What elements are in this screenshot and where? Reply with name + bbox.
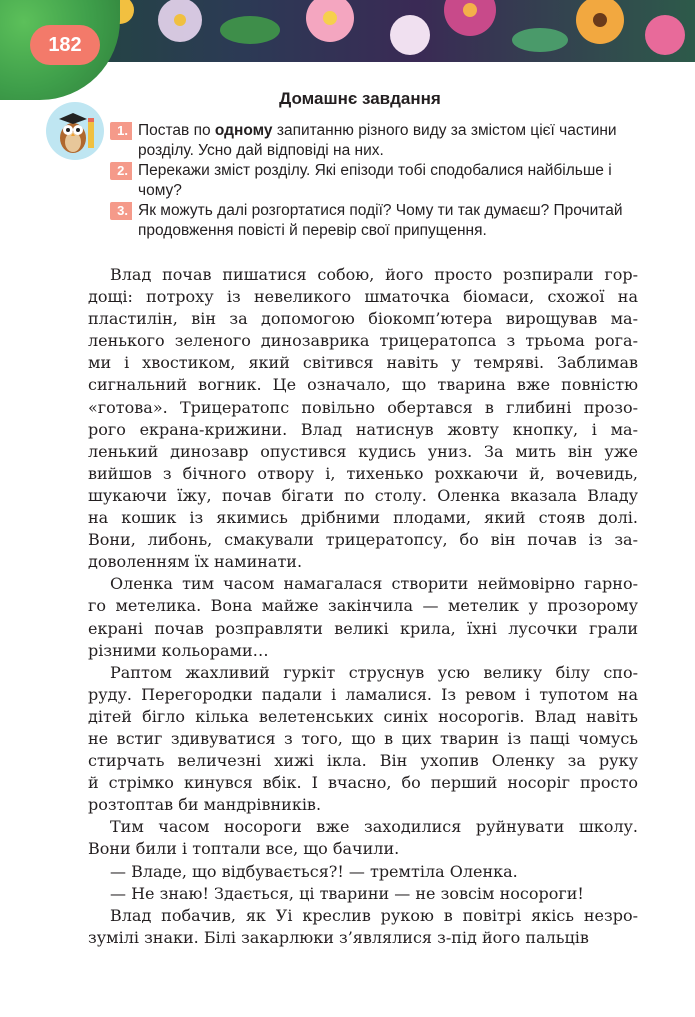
text-line: Тим часом носороги вже заходилися руйнувати школу. (110, 817, 638, 837)
task-number: 1. (110, 122, 132, 140)
story-paragraph (88, 883, 638, 905)
text-line: ми і хвостиком, який світився навіть у темряві. Заблимав (88, 353, 638, 373)
text-line: дощі: потроху із невеликого шматочка біомаси, схожої на (88, 287, 638, 307)
story-paragraph (88, 662, 638, 817)
text-line: Вони били і топтали все, що бачили. (88, 839, 400, 859)
story-paragraph (88, 816, 638, 860)
text-line: доволенням їх наминати. (88, 552, 303, 572)
text-line: дітей бігло кілька велетенських синіх носорогів. Влад навіть (88, 706, 638, 726)
story-paragraph (88, 905, 638, 949)
task-number: 3. (110, 202, 132, 220)
text-line: й стрімко кинувся вбік. І вчасно, бо перший носоріг просто (88, 773, 638, 793)
text-line: Влад побачив, як Уі креслив рукою в повітрі якісь незро- (110, 905, 638, 925)
text-line: Оленка тим часом намагалася створити неймовірно гарно- (110, 574, 638, 594)
text-line: сигнальний вогник. Це означало, що тварина вже повністю (88, 375, 638, 395)
text-line: пластилін, він за допомогою біокомп’ютера вирощував ма- (88, 309, 638, 329)
homework-tasks (110, 121, 650, 241)
text-line: Влад почав пишатися собою, його просто розпирали гор- (110, 265, 638, 284)
owl-graduate-icon (46, 102, 104, 160)
homework-title: Домашнє завдання (279, 89, 441, 108)
task-item: 3. Як можуть далі розгортатися події? Чому ти так думаєш? Прочитай продовження повісті й перевір свої припущення. (110, 201, 650, 241)
task-item: 1. Постав по одному запитанню різного виду за змістом цієї частини розділу. Усно дай відповіді на них. (110, 121, 650, 161)
story-paragraph (88, 573, 638, 661)
story-paragraph (88, 861, 638, 883)
text-line: — Не знаю! Здається, ці тварини — не зовсім носороги! (110, 883, 584, 903)
text-line: Вони, либонь, смакували трицератопсу, бо він почав із за- (88, 530, 638, 550)
text-line: ленький динозавр опустився кудись униз. За мить він уже (88, 441, 638, 461)
text-line: вийшов з бічного отвору і, тихенько рохкаючи й, вочевидь, (88, 463, 638, 483)
text-line: екрані почав розправляти великі крила, їхні лусочки грали (88, 618, 638, 638)
text-line: не встиг здивуватися з того, що в цих тварин із пащі чомусь (88, 728, 638, 748)
story-text (88, 264, 638, 949)
text-line: «готова». Трицератопс повільно обертався в глибині прозо- (88, 397, 638, 417)
task-item: 2. Перекажи зміст розділу. Які епізоди тобі сподобалися найбільше і чому? (110, 161, 650, 201)
text-line: шукаючи їжу, почав бігати по столу. Оленка вказала Владу (88, 485, 638, 505)
text-line: зумілі знаки. Білі закарлюки з’являлися з-під його пальців (88, 927, 589, 947)
text-line: розтоптав би мандрівників. (88, 795, 322, 815)
page-number: 182 (30, 25, 100, 65)
text-line: Раптом жахливий гуркіт струснув усю велику білу спо- (110, 662, 638, 682)
text-line: стирчать величезні хижі ікла. Він ухопив Оленку за руку (88, 751, 638, 771)
text-line: різними кольорами… (88, 640, 269, 660)
text-line: на кошик із якимись дрібними плодами, який стояв долі. (88, 508, 638, 528)
text-line: — Владе, що відбувається?! — тремтіла Оленка. (110, 861, 518, 881)
text-line: го метелика. Вона майже закінчила — метелик у прозорому (88, 596, 638, 616)
story-paragraph (88, 264, 638, 573)
text-line: руду. Перегородки падали і ламалися. Із ревом і тупотом на (88, 684, 638, 704)
text-line: рого екрана-крижини. Влад натиснув жовту кнопку, і ма- (88, 419, 638, 439)
text-line: ленького зеленого динозаврика трицератопса з трьома рога- (88, 331, 638, 351)
task-number: 2. (110, 162, 132, 180)
